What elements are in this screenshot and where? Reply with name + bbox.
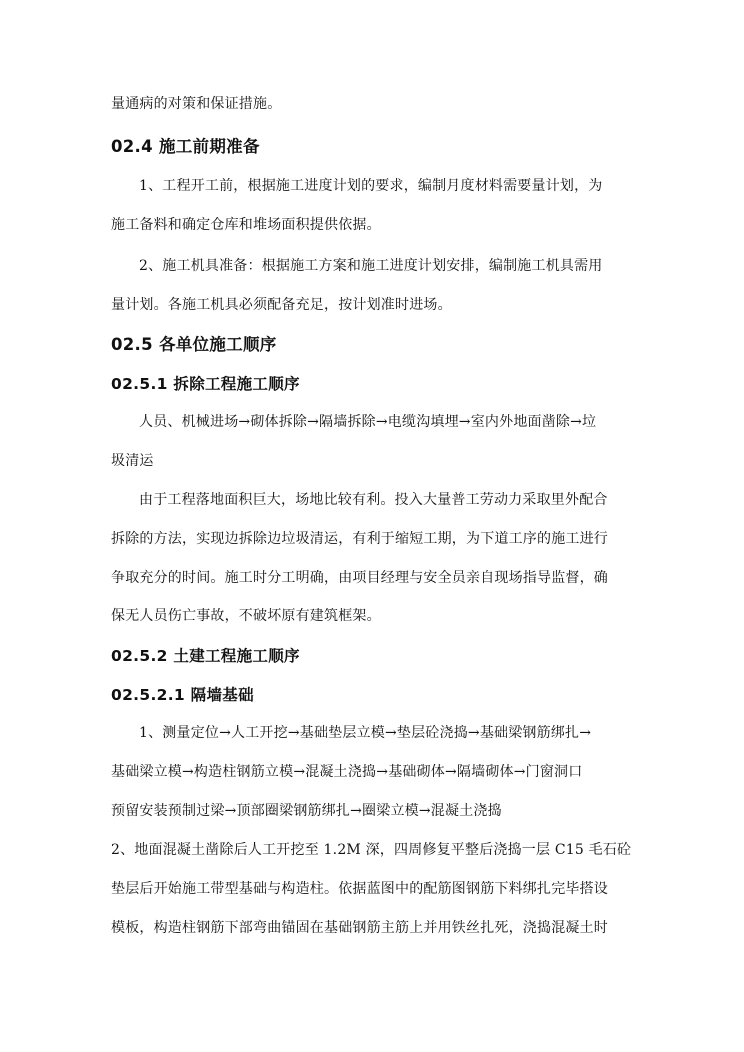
- paragraph-line: 拆除的方法，实现边拆除边垃圾清运，有利于缩短工期，为下道工序的施工进行: [111, 531, 608, 547]
- paragraph-line: 1、测量定位→人工开挖→基础垫层立模→垫层砼浇捣→基础梁钢筋绑扎→: [139, 725, 592, 741]
- paragraph-line: 保无人员伤亡事故，不破坏原有建筑框架。: [111, 608, 381, 624]
- paragraph-line: 由于工程落地面积巨大，场地比较有利。投入大量普工劳动力采取里外配合: [139, 492, 608, 508]
- paragraph-line: 圾清运: [111, 453, 154, 469]
- paragraph-line: 2、地面混凝土凿除后人工开挖至 1.2M 深，四周修复平整后浇捣一层 C15 毛石砼: [111, 842, 632, 858]
- paragraph-line: 预留安装预制过梁→顶部圈梁钢筋绑扎→圈梁立模→混凝土浇捣: [111, 803, 502, 819]
- paragraph-line: 人员、机械进场→砌体拆除→隔墙拆除→电缆沟填埋→室内外地面凿除→垃: [139, 414, 597, 430]
- paragraph-line: 施工备料和确定仓库和堆场面积提供依据。: [111, 217, 381, 233]
- subsection-heading-02-5-2-1: 02.5.2.1 隔墙基础: [111, 686, 254, 704]
- paragraph-line: 基础梁立模→构造柱钢筋立模→混凝土浇捣→基础砌体→隔墙砌体→门窗洞口: [111, 764, 583, 780]
- subsection-heading-02-5-2: 02.5.2 土建工程施工顺序: [111, 647, 300, 665]
- section-heading-02-5: 02.5 各单位施工顺序: [111, 335, 277, 354]
- paragraph-line: 1、工程开工前，根据施工进度计划的要求，编制月度材料需要量计划，为: [139, 178, 603, 194]
- paragraph-line: 2、施工机具准备：根据施工方案和施工进度计划安排，编制施工机具需用: [139, 258, 603, 274]
- section-heading-02-4: 02.4 施工前期准备: [111, 137, 260, 156]
- paragraph-line: 争取充分的时间。施工时分工明确，由项目经理与安全员亲自现场指导监督，确: [111, 570, 608, 586]
- paragraph-line: 量计划。各施工机具必须配备充足，按计划准时进场。: [111, 297, 452, 313]
- paragraph-line: 垫层后开始施工带型基础与构造柱。依据蓝图中的配筋图钢筋下料绑扎完毕搭设: [111, 881, 608, 897]
- paragraph-line: 模板，构造柱钢筋下部弯曲锚固在基础钢筋主筋上并用铁丝扎死，浇捣混凝土时: [111, 920, 608, 936]
- body-text-line: 量通病的对策和保证措施。: [111, 96, 282, 112]
- subsection-heading-02-5-1: 02.5.1 拆除工程施工顺序: [111, 375, 300, 393]
